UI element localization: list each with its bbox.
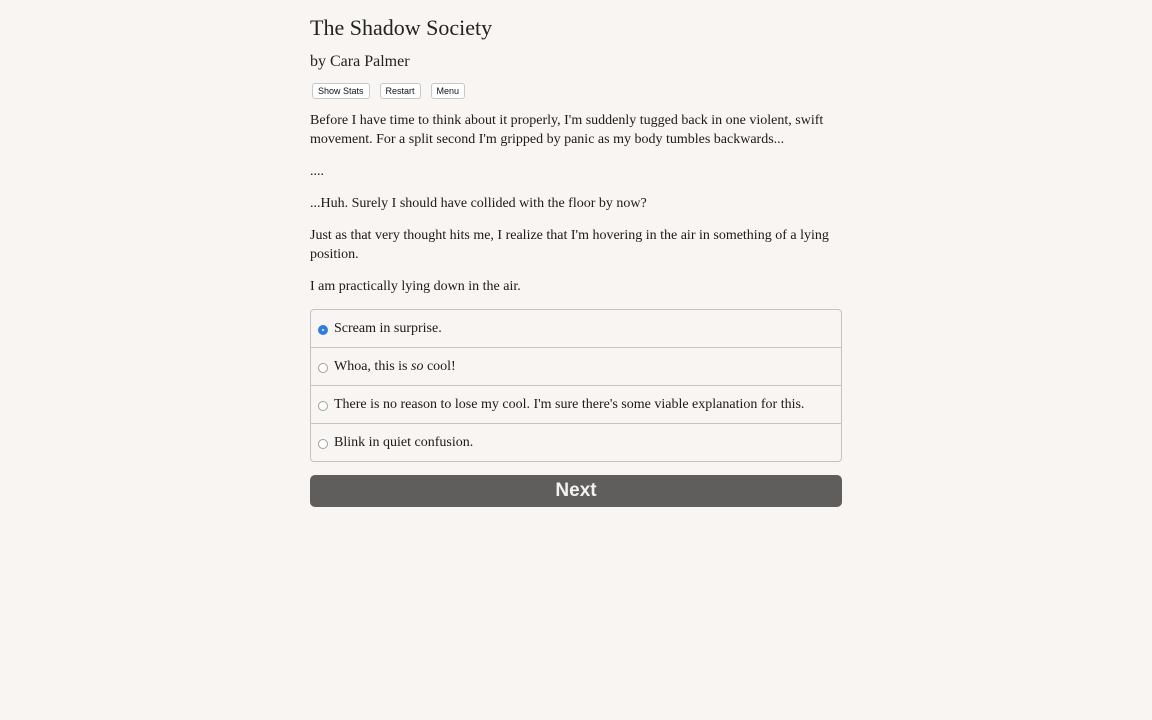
toolbar	[310, 83, 842, 99]
game-container	[310, 14, 842, 507]
radio-unselected-icon[interactable]	[318, 363, 328, 373]
choice-label-part: cool!	[423, 358, 456, 374]
radio-unselected-icon[interactable]	[318, 439, 328, 449]
choice-label: There is no reason to lose my cool. I'm sure there's some viable explanation for this.	[334, 396, 805, 412]
story-paragraph: I am practically lying down in the air.	[310, 279, 521, 294]
choice-option-scream[interactable]	[311, 310, 841, 348]
choice-list	[310, 309, 842, 462]
story-paragraph: Just as that very thought hits me, I realize that I'm hovering in the air in something of a lying position.	[310, 228, 829, 262]
show-stats-button[interactable]: Show Stats	[312, 83, 370, 99]
choice-label-emphasis: so	[411, 358, 424, 374]
choice-label-part: Whoa, this is	[334, 358, 411, 374]
menu-button[interactable]: Menu	[431, 83, 466, 99]
story-paragraph: ...Huh. Surely I should have collided with the floor by now?	[310, 196, 647, 211]
choice-label: Scream in surprise.	[334, 320, 442, 336]
game-author: by Cara Palmer	[310, 53, 410, 70]
choice-label: Blink in quiet confusion.	[334, 434, 474, 450]
choice-option-blink[interactable]	[311, 424, 841, 461]
choice-option-whoa[interactable]	[311, 348, 841, 386]
story-paragraph: ....	[310, 164, 324, 179]
restart-button[interactable]: Restart	[380, 83, 421, 99]
radio-selected-icon[interactable]	[318, 325, 328, 335]
choice-option-stay-calm[interactable]	[311, 386, 841, 424]
game-title: The Shadow Society	[310, 15, 493, 40]
next-button[interactable]: Next	[310, 475, 842, 507]
story-text	[310, 111, 842, 296]
radio-unselected-icon[interactable]	[318, 401, 328, 411]
choice-label	[334, 359, 456, 375]
story-paragraph: Before I have time to think about it properly, I'm suddenly tugged back in one violent, swift movement. For a split second I'm gripped by panic as my body tumbles backwards...	[310, 113, 824, 147]
